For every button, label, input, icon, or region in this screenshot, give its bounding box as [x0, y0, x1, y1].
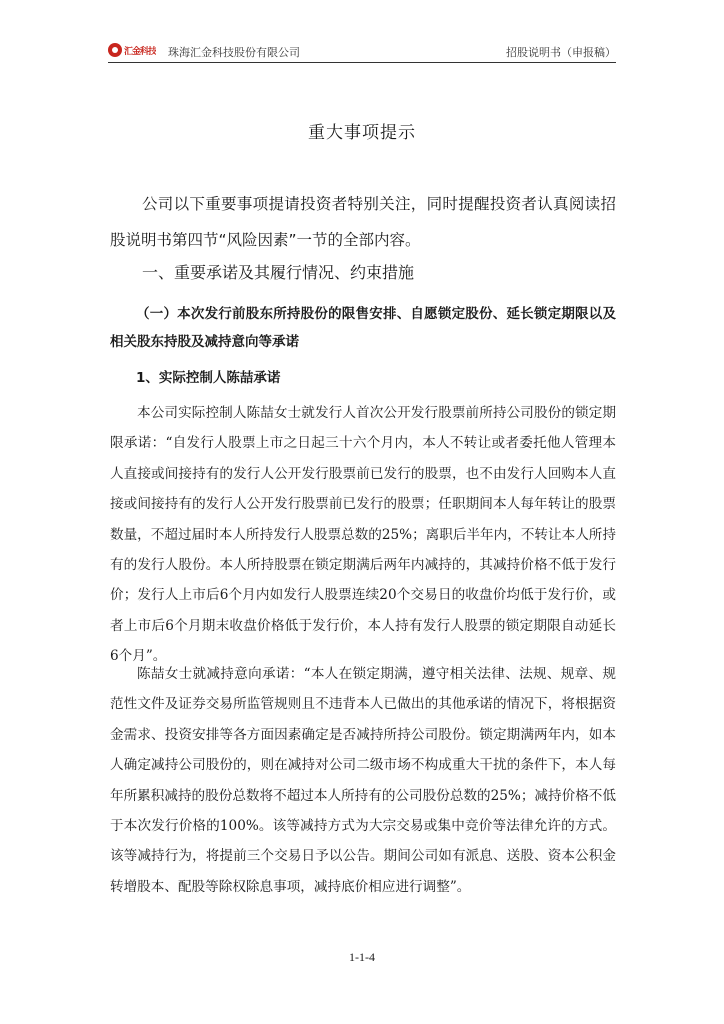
header-document-type: 招股说明书（申报稿） — [506, 46, 616, 59]
item-heading: 1、实际控制人陈喆承诺 — [136, 370, 281, 386]
page-title: 重大事项提示 — [308, 123, 416, 143]
reduction-intent-paragraph: 陈喆女士就减持意向承诺：“本人在锁定期满，遵守相关法律、法规、规章、规范性文件及证券交易所监管规则且不违背本人已做出的其他承诺的情况下，将根据资金需求、投资安排等各方面因素确定是否减持所持公司股份。锁定期满两年内，如本人确定减持公司股份的，则在减持对公司二级市场不构成重大干扰的条件下，本人每年所累积减持的股份总数将不超过本人所持有的公司股份总数的25%；减持价格不低于本次发行价格的100%。该等减持方式为大宗交易或集中竞价等法律允许的方式。该等减持行为，将提前三个交易日予以公告。期间公司如有派息、送股、资本公积金转增股本、配股等除权除息事项，减持底价相应进行调整”。 — [110, 666, 616, 895]
company-logo — [108, 42, 156, 58]
page-header — [108, 40, 616, 63]
intro-paragraph: 公司以下重要事项提请投资者特别关注，同时提醒投资者认真阅读招股说明书第四节“风险因素”一节的全部内容。 — [110, 195, 616, 249]
page-number: 1-1-4 — [349, 950, 375, 964]
header-company-name: 珠海汇金科技股份有限公司 — [168, 46, 300, 59]
logo-icon — [108, 43, 122, 57]
logo-text: 汇金科技 — [124, 46, 156, 57]
subsection-heading: （一）本次发行前股东所持股份的限售安排、自愿锁定股份、延长锁定期限以及相关股东持股及减持意向等承诺 — [110, 306, 616, 350]
lockup-commitment-paragraph: 本公司实际控制人陈喆女士就发行人首次公开发行股票前所持公司股份的锁定期限承诺：“自发行人股票上市之日起三十六个月内，本人不转让或者委托他人管理本人直接或间接持有的发行人公开发行股票前已发行的股票，也不由发行人回购本人直接或间接持有的发行人公开发行股票前已发行的股票；任职期间本人每年转让的股票数量，不超过届时本人所持发行人股票总数的25%；离职后半年内，不转让本人所持有的发行人股份。本人所持股票在锁定期满后两年内减持的，其减持价格不低于发行价；发行人上市后6个月内如发行人股票连续20个交易日的收盘价均低于发行价，或者上市后6个月期末收盘价格低于发行价，本人持有发行人股票的锁定期限自动延长6个月”。 — [110, 405, 616, 665]
section-heading: 一、重要承诺及其履行情况、约束措施 — [142, 263, 415, 282]
